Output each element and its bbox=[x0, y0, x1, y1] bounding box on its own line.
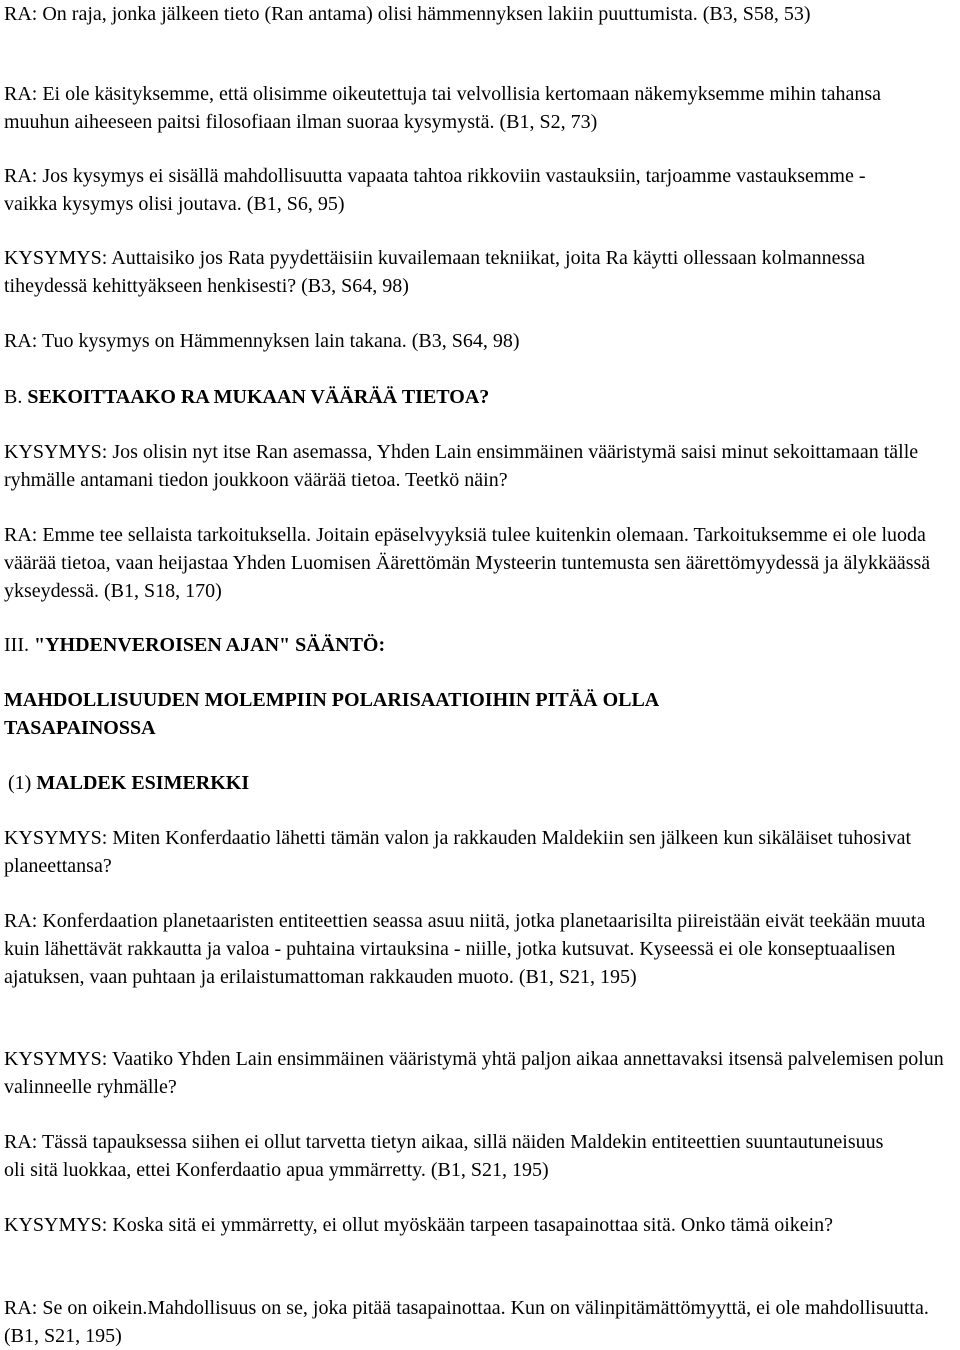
section-heading-b bbox=[4, 383, 489, 411]
paragraph: RA: Se on oikein.Mahdollisuus on se, joka pitää tasapainottaa. Kun on välinpitämättömyyttä, ei ole mahdollisuutta. (B1, S21, 195) bbox=[4, 1297, 929, 1347]
section-heading-1 bbox=[8, 769, 249, 797]
paragraph: KYSYMYS: Miten Konferdaatio lähetti tämän valon ja rakkauden Maldekiin sen jälkeen kun sikäläiset tuhosivat planeettansa? bbox=[4, 827, 912, 877]
section-marker: III. bbox=[4, 634, 29, 656]
section-marker: B. bbox=[4, 386, 23, 408]
section-title: "YHDENVEROISEN AJAN" SÄÄNTÖ: bbox=[33, 634, 386, 656]
paragraph: KYSYMYS: Vaatiko Yhden Lain ensimmäinen vääristymä yhtä paljon aikaa annettavaksi itsensä palvelemisen polun valinneelle ryhmälle? bbox=[4, 1048, 944, 1098]
section-heading-iii bbox=[4, 631, 385, 659]
paragraph: RA: Ei ole käsityksemme, että olisimme oikeutettuja tai velvollisia kertomaan näkemyksemme mihin tahansa muuhun aiheeseen paitsi filosofiaan ilman suoraa kysymystä. (B1, S2, 73) bbox=[4, 83, 882, 133]
paragraph: RA: Tuo kysymys on Hämmennyksen lain takana. (B3, S64, 98) bbox=[4, 330, 520, 352]
section-subtitle: MAHDOLLISUUDEN MOLEMPIIN POLARISAATIOIHIN PITÄÄ OLLA TASAPAINOSSA bbox=[4, 689, 659, 739]
paragraph: KYSYMYS: Koska sitä ei ymmärretty, ei ollut myöskään tarpeen tasapainottaa sitä. Onko tämä oikein? bbox=[4, 1214, 834, 1236]
paragraph: RA: Jos kysymys ei sisällä mahdollisuutta vapaata tahtoa rikkoviin vastauksiin, tarjoamme vastauksemme - vaikka kysymys olisi joutava. (B1, S6, 95) bbox=[4, 165, 866, 215]
section-marker: (1) bbox=[8, 772, 32, 794]
paragraph: RA: On raja, jonka jälkeen tieto (Ran antama) olisi hämmennyksen lakiin puuttumista. (B3, S58, 53) bbox=[4, 3, 811, 25]
section-title: MALDEK ESIMERKKI bbox=[36, 772, 250, 794]
paragraph: RA: Emme tee sellaista tarkoituksella. Joitain epäselvyyksiä tulee kuitenkin olemaan. Tarkoituksemme ei ole luoda väärää tietoa, vaan heijastaa Yhden Luomisen Äärettömän Mysteerin tuntemusta sen äärettömyydessä ja älykkäässä ykseydessä. (B1, S18, 170) bbox=[4, 524, 931, 602]
section-title: SEKOITTAAKO RA MUKAAN VÄÄRÄÄ TIETOA? bbox=[27, 386, 490, 408]
paragraph: RA: Konferdaation planetaaristen entiteettien seassa asuu niitä, jotka planetaarisilta piireistään eivät teekään muuta kuin lähettävät rakkautta ja valoa - puhtaina virtauksina - niille, jotka kutsuvat. Kyseessä ei ole konseptuaalisen ajatuksen, vaan puhtaan ja erilaistumattoman rakkauden muoto. (B1, S21, 195) bbox=[4, 910, 926, 988]
paragraph: KYSYMYS: Auttaisiko jos Rata pyydettäisiin kuvailemaan tekniikat, joita Ra käytti ollessaan kolmannessa tiheydessä kehittyäkseen henkisesti? (B3, S64, 98) bbox=[4, 247, 865, 297]
paragraph: KYSYMYS: Jos olisin nyt itse Ran asemassa, Yhden Lain ensimmäinen vääristymä saisi minut sekoittamaan tälle ryhmälle antamani tiedon joukkoon väärää tietoa. Teetkö näin? bbox=[4, 441, 919, 491]
paragraph: RA: Tässä tapauksessa siihen ei ollut tarvetta tietyn aikaa, sillä näiden Maldekin entiteettien suuntautuneisuus oli sitä luokkaa, ettei Konferdaatio apua ymmärretty. (B1, S21, 195) bbox=[4, 1131, 884, 1181]
